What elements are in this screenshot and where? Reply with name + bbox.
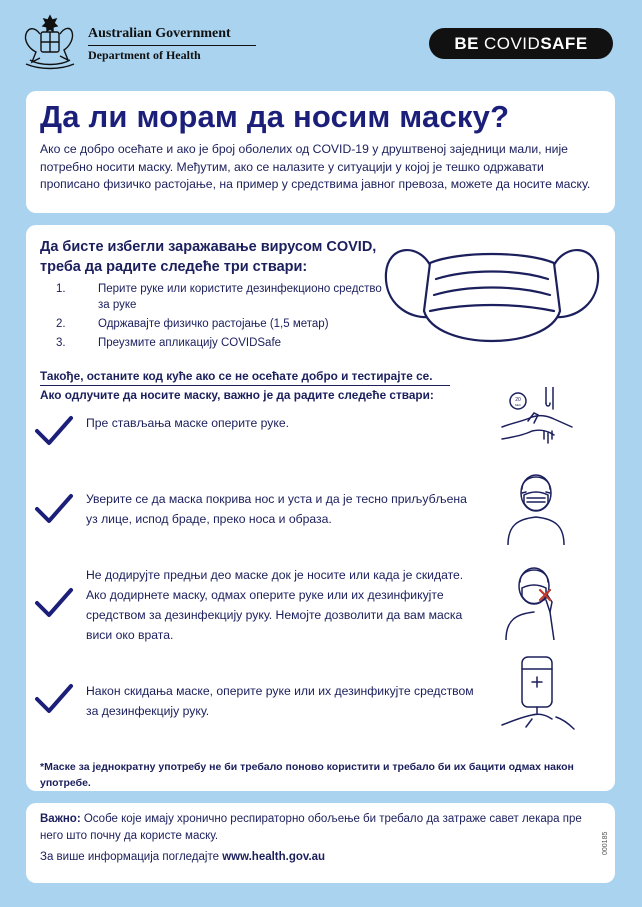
step-item: 3. Преузмите апликацију COVIDSafe	[56, 337, 282, 349]
dont-touch-mask-icon	[498, 560, 578, 640]
check-icon	[34, 587, 74, 619]
footnote: *Маске за једнократну употребу не би требало поново користити и требало би их бацити одмах након употребе.	[40, 761, 574, 789]
stay-home-note: Такође, останите код куће ако се не осећате добро и тестирајте се.	[40, 369, 433, 383]
check-icon	[34, 493, 74, 525]
if-wearing-heading: Ако одлучите да носите маску, важно је да радите следеће ствари:	[40, 388, 434, 402]
instruction-text: Не додирујте предњи део маске док је носите или када је скидате. Ако додирнете маску, одмах оперите руке или их дезинфикујте средством за дезинфекцију руку. Немојте дозволити да вам маска виси око врата.	[86, 568, 464, 642]
government-wordmark	[88, 26, 256, 63]
important-note	[40, 811, 600, 845]
main-card	[26, 225, 615, 791]
three-things-heading: Да бисте избегли заражавање вирусом COVID, треба да радите следеће три ствари:	[40, 239, 377, 275]
divider	[40, 385, 450, 386]
step-item: 2. Одржавајте физичко растојање (1,5 метар)	[56, 318, 329, 330]
more-info-text: За више информација погледајте	[40, 851, 223, 863]
check-icon	[34, 415, 74, 447]
instruction-text: Пре стављања маске оперите руке.	[86, 416, 289, 430]
important-card	[26, 803, 615, 883]
important-label: Важно:	[40, 813, 81, 825]
coat-of-arms-logo	[20, 12, 80, 70]
intro-card	[26, 91, 615, 213]
timer-label: 20	[515, 397, 521, 403]
more-info	[40, 851, 325, 863]
page-title: Да ли морам да носим маску?	[40, 99, 510, 134]
header	[0, 0, 642, 80]
mask-wearer-icon	[498, 465, 578, 545]
document-code: 000185	[602, 831, 609, 855]
hand-washing-icon	[498, 387, 578, 467]
intro-text: Ако се добро осећате и ако је број оболелих од COVID-19 у друштвеној заједници мали, није потребно носити маску. Међутим, ако се налазите у ситуацији у којој је тешко одржавати прописано физичко растојање, на пример у средствима јавног превоза, можете да носите маску.	[40, 142, 591, 191]
instruction-text: Уверите се да маска покрива нос и уста и да је тесно приљубљена уз лице, испод браде, преко носа и образа.	[86, 492, 467, 526]
step-item: 1. Перите руке или користите дезинфекционо средство за руке	[56, 283, 382, 311]
badge-covid: COVID	[483, 33, 541, 53]
gov-divider	[88, 45, 256, 46]
check-icon	[34, 683, 74, 715]
department-name: Department of Health	[88, 48, 201, 62]
health-website-link[interactable]: www.health.gov.au	[222, 851, 326, 863]
face-mask-illustration	[378, 233, 606, 363]
instruction-text: Након скидања маске, оперите руке или их дезинфикујте средством за дезинфекцију руку.	[86, 684, 474, 718]
be-covidsafe-badge	[429, 28, 613, 59]
badge-be: BE	[454, 33, 479, 53]
important-text: Особе које имају хронично респираторно обољење би требало да затраже савет лекара пре него што почну да користе маску.	[40, 813, 582, 842]
hand-sanitiser-icon	[498, 655, 578, 735]
gov-name: Australian Government	[88, 26, 231, 41]
steps-list	[56, 281, 386, 354]
timer-unit: SEC	[514, 403, 522, 407]
badge-safe: SAFE	[540, 33, 588, 53]
